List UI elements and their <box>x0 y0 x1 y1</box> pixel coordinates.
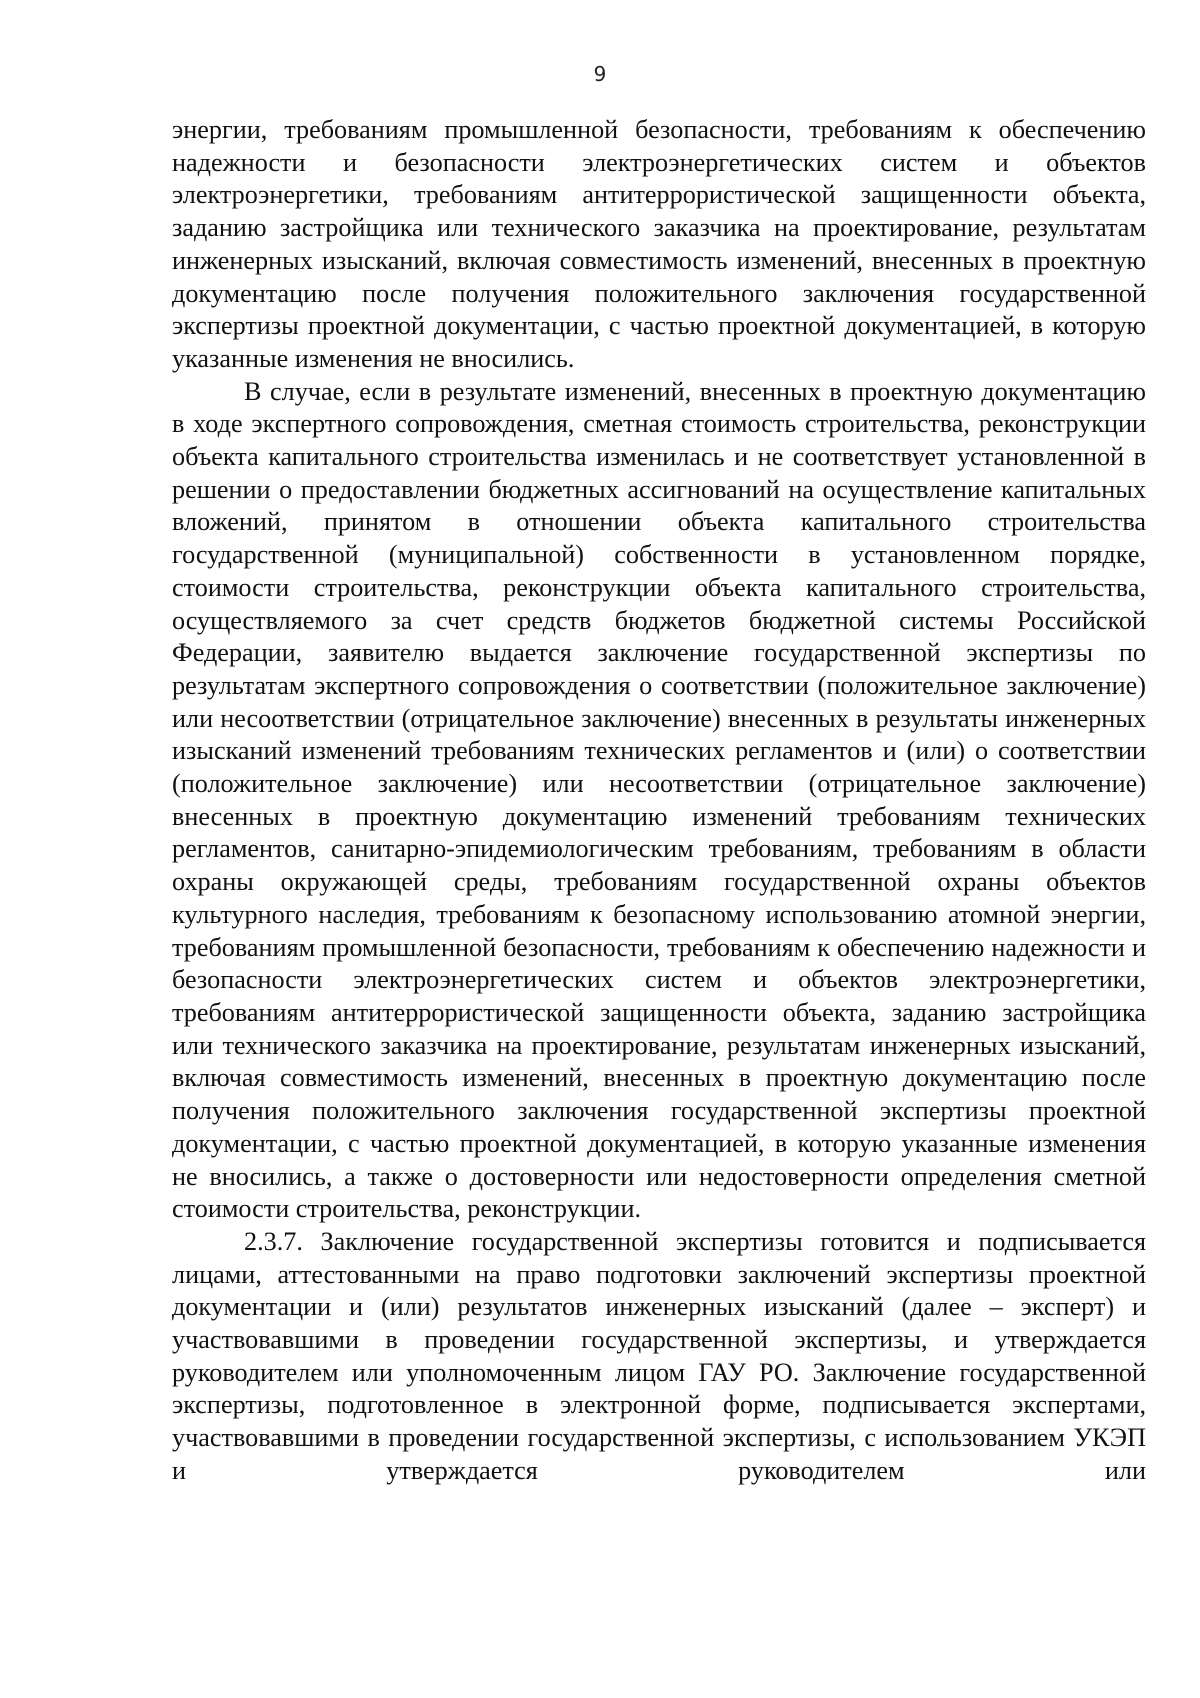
paragraph-continuation: энергии, требованиям промышленной безопасности, требованиям к обеспечению надежности и безопасности электроэнергетических систем и объектов электроэнергетики, требованиям антитеррористической защищенности объекта, заданию застройщика или технического заказчика на проектирование, результатам инженерных изысканий, включая совместимость изменений, внесенных в проектную документацию после получения положительного заключения государственной экспертизы проектной документации, с частью проектной документацией, в которую указанные изменения не вносились. <box>172 115 1146 373</box>
document-body <box>172 114 1146 1488</box>
paragraph-2-3-7: 2.3.7. Заключение государственной экспертизы готовится и подписывается лицами, аттестованными на право подготовки заключений экспертизы проектной документации и (или) результатов инженерных изысканий (далее – эксперт) и участвовавшими в проведении государственной экспертизы, и утверждается руководителем или уполномоченным лицом ГАУ РО. Заключение государственной экспертизы, подготовленное в электронной форме, подписывается экспертами, участвовавшими в проведении государственной экспертизы, с использованием УКЭП и утверждается руководителем или <box>172 1226 1146 1485</box>
paragraph-cost-change: В случае, если в результате изменений, внесенных в проектную документацию в ходе экспертного сопровождения, сметная стоимость строительства, реконструкции объекта капитального строительства изменилась и не соответствует установленной в решении о предоставлении бюджетных ассигнований на осуществление капитальных вложений, принятом в отношении объекта капитального строительства государственной (муниципальной) собственности в установленном порядке, стоимости строительства, реконструкции объекта капитального строительства, осуществляемого за счет средств бюджетов бюджетной системы Российской Федерации, заявителю выдается заключение государственной экспертизы по результатам экспертного сопровождения о соответствии (положительное заключение) или несоответствии (отрицательное заключение) внесенных в результаты инженерных изысканий изменений требованиям технических регламентов и (или) о соответствии (положительное заключение) или несоответствии (отрицательное заключение) внесенных в проектную документацию изменений требованиям технических регламентов, санитарно-эпидемиологическим требованиям, требованиям в области охраны окружающей среды, требованиям государственной охраны объектов культурного наследия, требованиям к безопасному использованию атомной энергии, требованиям промышленной безопасности, требованиям к обеспечению надежности и безопасности электроэнергетических систем и объектов электроэнергетики, требованиям антитеррористической защищенности объекта, заданию застройщика или технического заказчика на проектирование, результатам инженерных изысканий, включая совместимость изменений, внесенных в проектную документацию после получения положительного заключения государственной экспертизы проектной документации, с частью проектной документацией, в которую указанные изменения не вносились, а также о достоверности или недостоверности определения сметной стоимости строительства, реконструкции. <box>172 376 1146 1224</box>
page-number: 9 <box>593 62 607 86</box>
